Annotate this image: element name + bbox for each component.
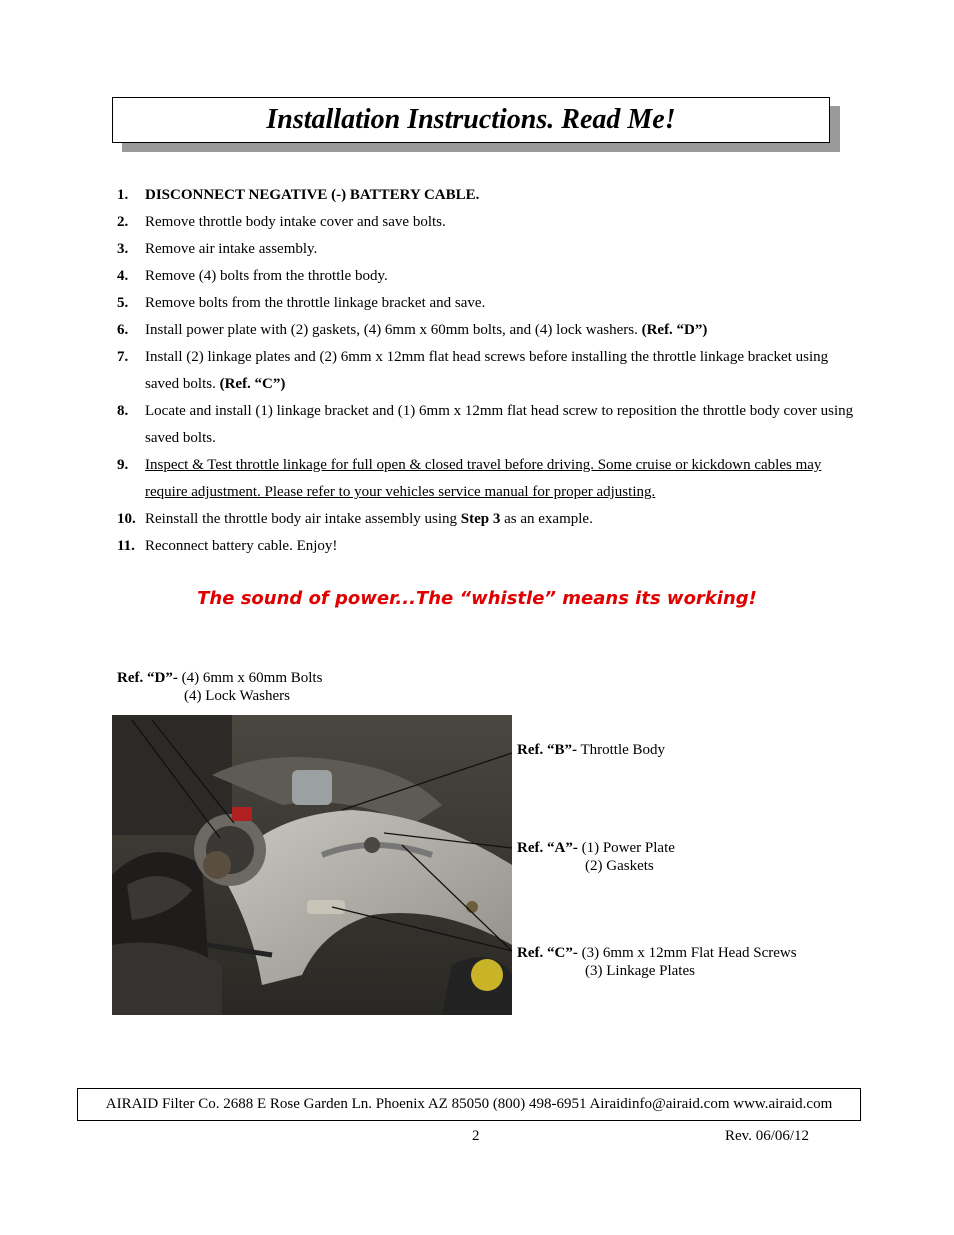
ref-c-line1: (3) 6mm x 12mm Flat Head Screws — [581, 945, 797, 961]
ref-d-label — [117, 669, 322, 705]
page-title: Installation Instructions. Read Me! — [266, 104, 676, 135]
step-text: Reconnect battery cable. Enjoy! — [145, 538, 338, 554]
step-number: 1. — [117, 187, 129, 203]
ref-c-key: Ref. “C”- — [517, 945, 578, 961]
instruction-list — [117, 182, 857, 560]
step-number: 9. — [117, 457, 129, 473]
ref-a-label — [517, 839, 675, 875]
instruction-step — [117, 263, 857, 290]
step-text: Remove air intake assembly. — [145, 241, 318, 257]
ref-b-line1: Throttle Body — [580, 742, 666, 758]
ref-c-label — [517, 944, 797, 980]
step-number: 8. — [117, 403, 129, 419]
step-number: 2. — [117, 214, 129, 230]
instruction-step — [117, 344, 857, 398]
instruction-step — [117, 290, 857, 317]
step-text: Inspect & Test throttle linkage for full open & closed travel before driving. Some cruise or kickdown cables may require adjustment. Please refer to your vehicles service manual for proper adjusting. — [145, 457, 822, 500]
engine-photo-illustration — [112, 715, 512, 1015]
page-number: 2 — [472, 1128, 480, 1144]
ref-a-key: Ref. “A”- — [517, 840, 578, 856]
instruction-step — [117, 506, 857, 533]
ref-d-line1: (4) 6mm x 60mm Bolts — [181, 670, 323, 686]
footer-contact: AIRAID Filter Co. 2688 E Rose Garden Ln. Phoenix AZ 85050 (800) 498-6951 Airaidinfo@airaid.com www.airaid.com — [105, 1096, 833, 1112]
step-text: Locate and install (1) linkage bracket and (1) 6mm x 12mm flat head screw to reposition the throttle body cover using saved bolts. — [145, 403, 854, 446]
step-text: Install power plate with (2) gaskets, (4) 6mm x 60mm bolts, and (4) lock washers. — [145, 322, 642, 338]
instruction-step — [117, 398, 857, 452]
ref-a-line1: (1) Power Plate — [581, 840, 675, 856]
title-box — [112, 97, 830, 143]
step-number: 6. — [117, 322, 129, 338]
step-text: Remove (4) bolts from the throttle body. — [145, 268, 388, 284]
instruction-step — [117, 182, 857, 209]
footer-contact-box — [77, 1088, 861, 1121]
instruction-step — [117, 209, 857, 236]
step-text: (Ref. “C”) — [219, 376, 286, 392]
step-text: (Ref. “D”) — [641, 322, 708, 338]
ref-d-key: Ref. “D”- — [117, 670, 178, 686]
step-text: as an example. — [500, 511, 593, 527]
step-number: 10. — [117, 511, 136, 527]
ref-b-key: Ref. “B”- — [517, 742, 577, 758]
instruction-step — [117, 236, 857, 263]
ref-a-line2: (2) Gaskets — [585, 858, 654, 874]
instruction-step — [117, 317, 857, 344]
step-text: Install (2) linkage plates and (2) 6mm x 12mm flat head screws before installing the throttle linkage bracket using saved bolts. — [145, 349, 829, 392]
step-number: 7. — [117, 349, 129, 365]
step-text: Remove bolts from the throttle linkage bracket and save. — [145, 295, 486, 311]
step-text: Reinstall the throttle body air intake assembly using — [145, 511, 461, 527]
revision-date: Rev. 06/06/12 — [725, 1128, 810, 1144]
ref-c-line2: (3) Linkage Plates — [585, 963, 695, 979]
instruction-step — [117, 533, 857, 560]
step-text: Step 3 — [460, 511, 501, 527]
step-text: DISCONNECT NEGATIVE (-) BATTERY CABLE. — [145, 187, 480, 203]
step-number: 5. — [117, 295, 129, 311]
instruction-step — [117, 452, 857, 506]
tagline: The sound of power...The “whistle” means its working! — [197, 588, 757, 609]
engine-photo — [112, 715, 512, 1015]
step-text: Remove throttle body intake cover and save bolts. — [145, 214, 446, 230]
ref-d-line2: (4) Lock Washers — [184, 688, 290, 704]
step-number: 4. — [117, 268, 129, 284]
step-number: 3. — [117, 241, 129, 257]
step-number: 11. — [117, 538, 135, 554]
ref-b-label — [517, 741, 665, 759]
